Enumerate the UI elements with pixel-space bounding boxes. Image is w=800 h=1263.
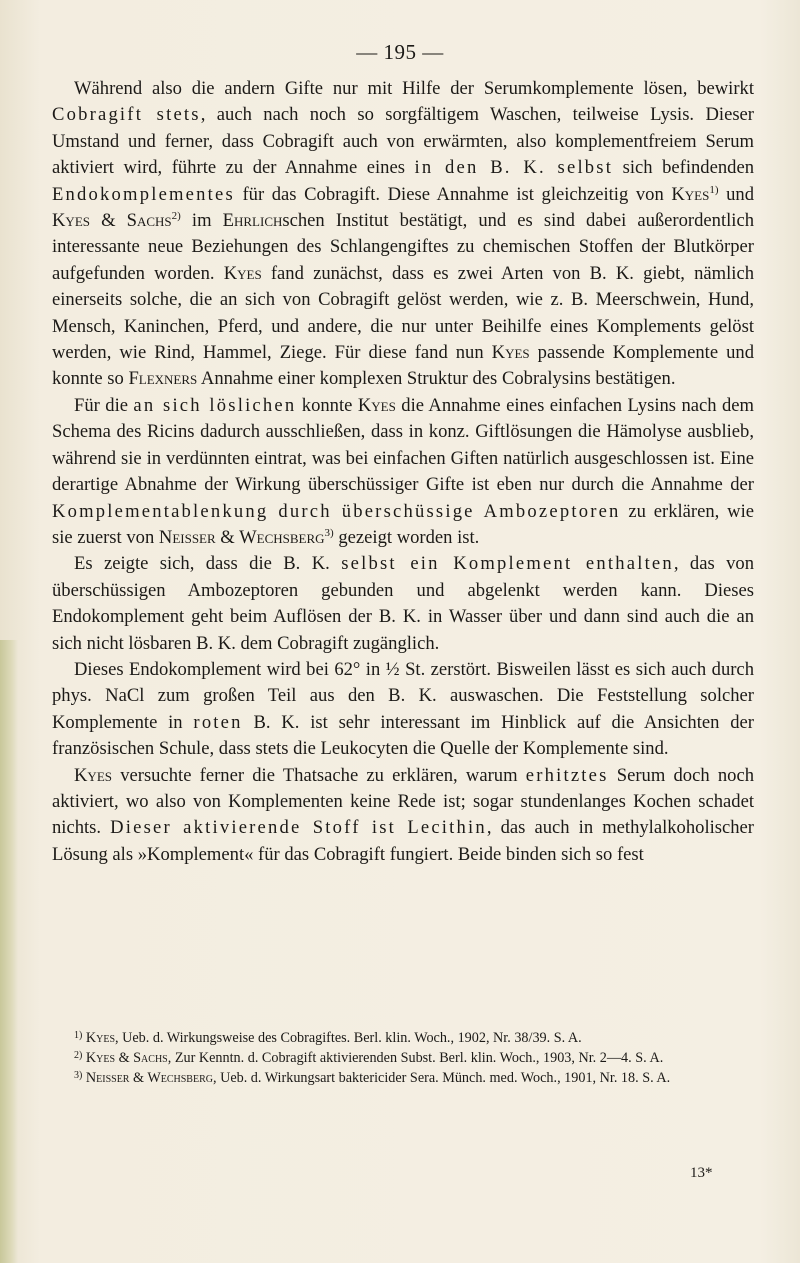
signature-mark: 13* xyxy=(690,1165,713,1181)
text-run: Annahme einer komplexen Struktur des Cobralysins bestätigen. xyxy=(197,368,676,390)
page-edge-stain xyxy=(0,640,18,1263)
footnote-reference: 1) xyxy=(709,183,719,196)
emphasized-text: an sich löslichen xyxy=(133,394,297,416)
text-run: , das auch in methylalkoholischer Lösung als »Komplement« für das Cobragift fungiert. Beide binden sich so fest xyxy=(52,817,755,865)
author-name: Kyes & Sachs xyxy=(52,210,172,232)
author-name: Kyes xyxy=(85,1030,116,1046)
text-run: fand zunächst, dass es zwei Arten von B. K. giebt, nämlich einerseits solche, die an sich von Cobragift gelöst werden, wie z. B. Meerschwein, Hund, Mensch, Kaninchen, Pferd, und andere, die nur unter Beihilfe eines Komplements gelöst werden, wie Rind, Hammel, Ziege. Für diese fand nun xyxy=(52,262,754,364)
author-name: Neisser & Wechsberg xyxy=(85,1069,213,1086)
text-run: , Zur Kenntn. d. Cobragift aktivierenden Subst. Berl. klin. Woch., 1903, Nr. 2—4. S. A. xyxy=(167,1049,664,1066)
author-name: Kyes xyxy=(671,183,710,205)
paragraph-4 xyxy=(52,657,754,763)
author-name: Kyes xyxy=(357,394,396,416)
text-run: , Ueb. d. Wirkungsart baktericider Sera. Münch. med. Woch., 1901, Nr. 18. S. A. xyxy=(212,1069,671,1086)
emphasized-text: Dieser aktivierende Stoff ist Lecithin xyxy=(110,817,487,839)
emphasized-text: Komplementablenkung durch überschüssige Ambozeptoren xyxy=(52,500,621,522)
text-run: zu erklären, wie sie zuerst von xyxy=(52,500,754,548)
text-run: und xyxy=(718,183,754,205)
author-name: Kyes & Sachs xyxy=(85,1049,168,1066)
author-name: Kyes xyxy=(74,764,112,786)
emphasized-text: in den B. K. selbst xyxy=(414,157,614,179)
text-run: B. K. ist sehr interessant im Hinblick auf die Ansichten der französischen Schule, dass stets die Leukocyten die Quelle der Komplemente sind. xyxy=(52,711,754,760)
text-run: Dieses Endokomplement wird bei 62° in ½ St. zerstört. Bisweilen lässt es sich auch durch phys. NaCl zum großen Teil aus den B. K. auswaschen. Die Feststellung solcher Komplemente in xyxy=(52,658,754,733)
text-run: Während also die andern Gifte nur mit Hilfe der Serumkomplemente lösen, bewirkt xyxy=(74,78,754,99)
text-run: die Annahme eines einfachen Lysins nach dem Schema des Ricins dadurch ausschließen, dass in konz. Giftlösungen die Hämolyse ausblieb, während sie in verdünnten eintrat, was bei einfachen Giften natürlich ausgeschlossen ist. Eine derartige Abnahme der Wirkung überschüssiger Gifte ist eben nur durch die Annahme der xyxy=(52,394,755,496)
author-name: Ehrlich xyxy=(222,210,283,232)
emphasized-text: roten xyxy=(193,711,243,733)
footnote-reference: 3) xyxy=(324,526,334,539)
text-run: sich befindenden xyxy=(613,157,754,179)
text-run: schen Institut bestätigt, und es sind dabei außerordentlich interessante neue Beziehungen des Schlangengiftes zu chemischen Stoffen der Blutkörper aufgefunden worden. xyxy=(52,210,754,284)
paragraph-2 xyxy=(52,393,754,551)
text-run: Serum doch noch aktiviert, wo also von Komplementen keine Rede ist; sogar stundenlanges Kochen schadet nichts. xyxy=(52,764,754,839)
footnote-3 xyxy=(52,1069,754,1089)
paragraph-5 xyxy=(52,763,754,869)
footnote-2 xyxy=(52,1049,754,1069)
text-run: im xyxy=(180,210,223,232)
author-name: Flexners xyxy=(128,368,198,390)
paragraph-3 xyxy=(52,551,754,657)
footnote-number: 1) xyxy=(74,1030,83,1041)
body-text xyxy=(52,76,754,868)
page-number-header: — 195 — xyxy=(356,40,444,64)
emphasized-text: selbst ein Komplement enthalten xyxy=(341,553,674,575)
text-run: , Ueb. d. Wirkungsweise des Cobragiftes. Berl. klin. Woch., 1902, Nr. 38/39. S. A. xyxy=(115,1030,582,1046)
author-name: Neisser & Wechsberg xyxy=(158,526,325,548)
text-run: konnte xyxy=(296,394,358,416)
emphasized-text: Endokomplementes xyxy=(52,183,235,205)
emphasized-text: erhitztes xyxy=(525,764,609,786)
footnote-reference: 2) xyxy=(171,210,181,223)
author-name: Kyes xyxy=(491,342,530,364)
text-run: Für die xyxy=(74,394,134,416)
text-run: passende Komplemente und konnte so xyxy=(52,342,754,390)
author-name: Kyes xyxy=(223,262,262,284)
footnote-1 xyxy=(52,1029,754,1049)
text-run: Es zeigte sich, dass die B. K. xyxy=(74,553,342,575)
footnotes xyxy=(52,1029,754,1088)
text-run: gezeigt worden ist. xyxy=(333,526,480,548)
emphasized-text: Cobragift stets xyxy=(52,104,201,126)
text-run: , das von überschüssigen Ambozeptoren gebunden und abgelenkt werden kann. Dieses Endokomplement geht beim Auflösen der B. K. in Wasser über und dann sind auch die an sich nicht lösbaren B. K. dem Cobragift zugänglich. xyxy=(52,553,755,654)
paragraph-1 xyxy=(52,76,754,393)
text-run: für das Cobragift. Diese Annahme ist gleichzeitig von xyxy=(234,183,672,205)
text-run: versuchte ferner die Thatsache zu erklären, warum xyxy=(112,764,526,786)
footnote-number: 3) xyxy=(74,1069,83,1081)
text-run: , auch nach noch so sorgfältigem Waschen, teilweise Lysis. Dieser Umstand und ferner, dass Cobragift auch von erwärmten, also komplementfreiem Serum aktiviert wird, führte zu der Annahme eines xyxy=(52,104,755,179)
footnote-number: 2) xyxy=(74,1049,83,1061)
